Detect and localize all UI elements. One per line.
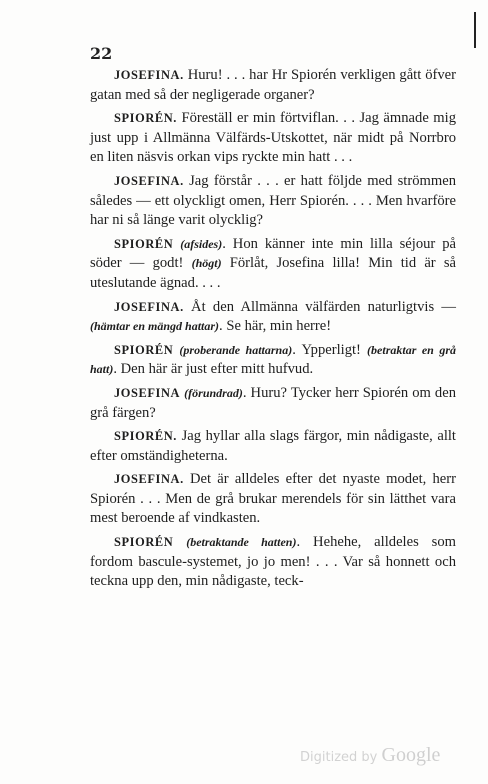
dialogue-paragraph [90, 298, 456, 337]
speaker-name: SPIORÉN. [114, 429, 177, 444]
stage-direction: (afsides) [180, 236, 223, 251]
spoken-text: Föreställ er min förtviflan. . . Jag ämnade mig just upp i Allmänna Välfärds-Utskottet, när midt på Norrbro en liten näsvis orkan vips ryckte min hatt . . . [90, 110, 456, 166]
watermark-brand: Google [381, 744, 441, 766]
spoken-text: . Se här, min herre! [219, 318, 332, 335]
stage-direction: (förundrad) [184, 385, 243, 400]
speaker-name: SPIORÉN. [114, 111, 177, 126]
dialogue-paragraph [90, 109, 456, 168]
speaker-name: JOSEFINA. [114, 299, 184, 314]
stage-direction: (betraktar en grå hatt) [90, 342, 456, 377]
spoken-text: Det är alldeles efter det nyaste modet, herr Spiorén . . . Men de grå brukar merendels för sin lätthet vara mest beroende af vindkasten. [90, 471, 456, 527]
spoken-text: Åt den Allmänna välfärden naturligtvis — [183, 298, 456, 315]
speaker-name: SPIORÉN [114, 236, 174, 251]
speaker-name: JOSEFINA. [114, 472, 184, 487]
stage-direction: (betraktande hatten) [186, 535, 297, 550]
dialogue-paragraph [90, 427, 456, 466]
dialogue-paragraph [90, 384, 456, 423]
stage-direction: (hämtar en mängd hattar) [90, 319, 220, 334]
speaker-name: JOSEFINA. [114, 173, 184, 188]
spoken-text: Jag hyllar alla slags färgor, min nådigaste, allt efter omständigheterna. [90, 428, 456, 464]
dialogue-text [90, 66, 456, 596]
page-number: 22 [90, 44, 113, 63]
dialogue-paragraph [90, 235, 456, 294]
dialogue-paragraph [90, 341, 456, 380]
spoken-text: Huru! . . . har Hr Spiorén verkligen gått öfver gatan med så der negligerade organer? [90, 67, 456, 103]
spoken-text: . Hon känner inte min lilla séjour på söder — godt! [90, 235, 456, 272]
page-edge-line [474, 12, 476, 48]
speaker-name: JOSEFINA [114, 385, 181, 400]
spoken-text: . Ypperligt! [292, 341, 368, 358]
stage-direction: (proberande hattarna) [179, 342, 293, 357]
dialogue-paragraph [90, 470, 456, 529]
digitization-watermark [300, 744, 440, 767]
stage-direction: (högt) [191, 256, 222, 271]
dialogue-paragraph [90, 66, 456, 105]
dialogue-paragraph [90, 172, 456, 231]
spoken-text: . Den här är just efter mitt hufvud. [113, 361, 314, 378]
spoken-text: . Huru? Tycker herr Spiorén om den grå färgen? [90, 384, 456, 421]
spoken-text [173, 534, 186, 550]
spoken-text: . Hehehe, alldeles som fordom bascule-systemet, jo jo men! . . . Var så honnett och teckna upp den, min nådigaste, teck- [90, 534, 456, 590]
spoken-text: Jag förstår . . . er hatt följde med strömmen således — ett olyckligt omen, Herr Spiorén. . . . Men hvarföre har ni så länge varit olycklig? [90, 172, 456, 229]
dialogue-paragraph [90, 533, 456, 592]
spoken-text: Förlåt, Josefina lilla! Min tid är så uteslutande ägnad. . . . [90, 255, 456, 291]
speaker-name: SPIORÉN [114, 342, 174, 357]
speaker-name: JOSEFINA. [114, 68, 184, 82]
watermark-prefix: Digitized by [300, 750, 378, 765]
speaker-name: SPIORÉN [114, 535, 174, 550]
